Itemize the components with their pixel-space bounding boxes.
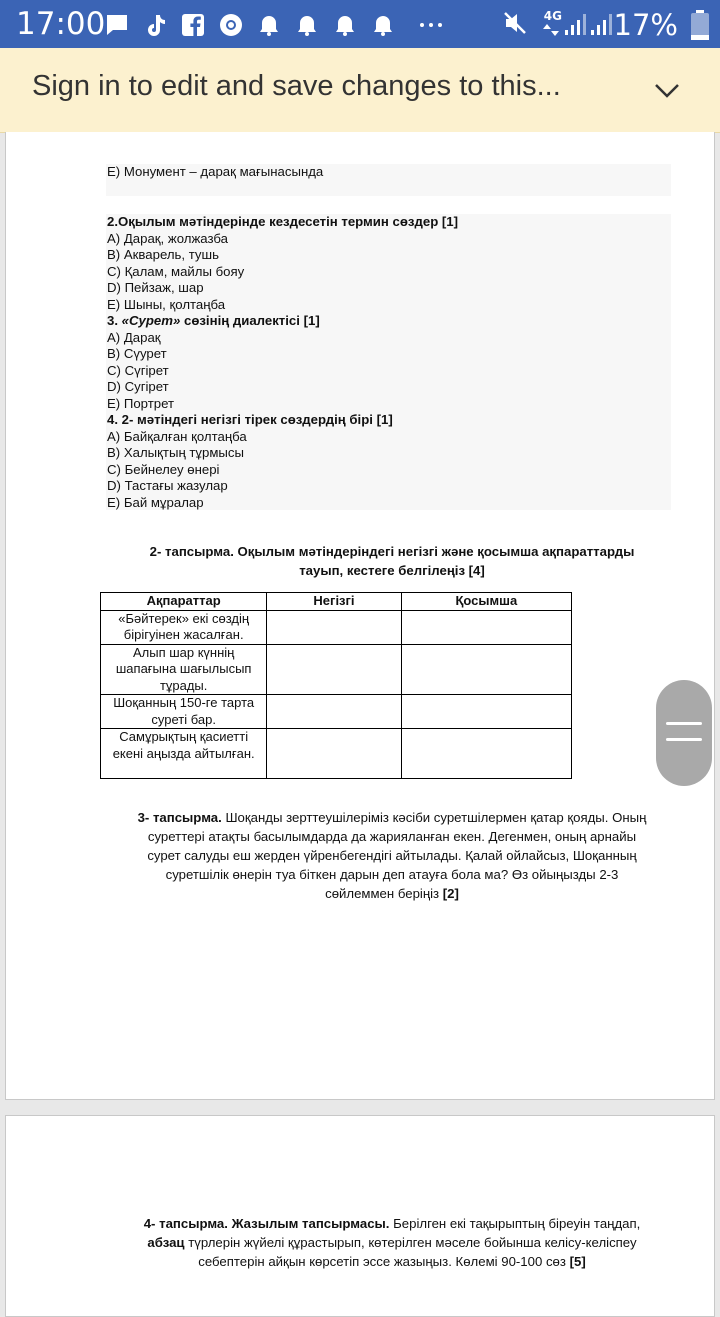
table-header: Қосымша [401, 593, 571, 611]
question-title [106, 313, 671, 330]
table-cell: Самұрықтың қасиетті екені аңызда айтылған. [101, 729, 267, 779]
grip-line-icon [666, 738, 702, 741]
task4-line [106, 1252, 678, 1271]
alarm-icon [370, 12, 396, 38]
signal-icon [590, 12, 614, 36]
table-row [101, 695, 572, 729]
table-header-row [101, 593, 572, 611]
answer-option: A) Дарақ [107, 329, 161, 345]
answer-option: C) Сүгірет [107, 362, 169, 378]
document-page [5, 1115, 715, 1317]
task4-line [106, 1214, 678, 1233]
question-text: сөзінің диалектісі [1] [180, 313, 320, 328]
task3-paragraph [106, 808, 678, 903]
facebook-icon [180, 12, 206, 38]
answer-option: E) Монумент – дарақ мағынасында [107, 164, 324, 179]
table-header: Ақпараттар [101, 593, 267, 611]
task3-line: суреттері атақты басылымдарда да жарияланған екен. Дегенмен, оның арнайы [147, 829, 637, 844]
answer-option: D) Сугірет [107, 379, 169, 394]
answer-option: E) Бай мұралар [107, 494, 204, 510]
answer-option: B) Акварель, тушь [107, 247, 219, 262]
table-cell-empty [267, 729, 401, 779]
answer-option: D) Пейзаж, шар [107, 280, 204, 295]
task4-text: себептерін айқын көрсетіп эссе жазыңыз. Көлемі 90-100 сөз [198, 1254, 570, 1269]
task2-line: тауып, кестеге белгілеңіз [4] [299, 563, 485, 578]
table-cell-empty [267, 644, 401, 695]
question-block [106, 164, 671, 196]
task4-bold-word: абзац [147, 1235, 185, 1250]
document-page [5, 132, 715, 1100]
status-bar [0, 0, 720, 48]
task3-text: сөйлеммен беріңіз [325, 886, 443, 901]
task2-heading [106, 542, 678, 580]
table-cell-empty [401, 610, 571, 644]
table-cell-empty [401, 729, 571, 779]
chrome-icon [218, 12, 244, 38]
table-cell: «Бәйтерек» екі сөздің бірігуінен жасалған. [101, 610, 267, 644]
table-cell-empty [267, 610, 401, 644]
answer-option: A) Дарақ, жолжазба [107, 230, 228, 246]
sign-in-banner[interactable] [0, 48, 720, 133]
question-number: 3. [107, 313, 122, 328]
more-notifications-icon [418, 12, 444, 38]
data-arrows-icon [542, 24, 560, 36]
task4-paragraph [106, 1214, 678, 1271]
info-table [100, 592, 572, 779]
alarm-icon [294, 12, 320, 38]
question-title: 2.Оқылым мәтіндерінде кездесетін термин сөздер [1] [107, 214, 459, 229]
tiktok-icon [142, 12, 168, 38]
mute-icon [502, 10, 528, 36]
grip-line-icon [666, 722, 702, 725]
task3-line [106, 884, 678, 903]
table-cell: Алып шар күннің шапағына шағылысып тұрады. [101, 644, 267, 695]
alarm-icon [332, 12, 358, 38]
task4-score: [5] [569, 1254, 586, 1269]
answer-option: B) Халықтың тұрмысы [107, 445, 244, 460]
task3-text: Шоқанды зерттеушілеріміз кәсіби суретшілермен қатар қояды. Оның [221, 810, 647, 825]
banner-text: Sign in to edit and save changes to this... [32, 70, 561, 102]
question-title: 4. 2- мәтіндегі негізгі тірек сөздердің бірі [1] [107, 412, 393, 427]
answer-option: D) Тастағы жазулар [107, 478, 228, 493]
answer-option: C) Бейнелеу өнері [107, 461, 220, 477]
answer-option: A) Байқалған қолтаңба [107, 428, 247, 444]
task3-score: [2] [442, 886, 459, 901]
table-cell: Шоқанның 150-ге тарта суреті бар. [101, 695, 267, 729]
answer-option: E) Портрет [107, 395, 175, 411]
table-row [101, 729, 572, 779]
task4-line [106, 1233, 678, 1252]
table-cell-empty [401, 695, 571, 729]
question-emphasis: «Сурет» [121, 313, 181, 328]
table-cell-empty [267, 695, 401, 729]
task3-label: 3- тапсырма. [137, 810, 222, 825]
answer-option: E) Шыны, қолтаңба [107, 296, 226, 312]
task3-line: суретшілік өнерін туа біткен дарын деп атауға бола ма? Өз ойыңызды 2-3 [165, 867, 619, 882]
table-row [101, 610, 572, 644]
task4-text: түрлерін жүйелі құрастырып, көтерілген мәселе бойынша келісу-келіспеу [184, 1235, 637, 1250]
task3-line [106, 808, 678, 827]
task3-line: сурет салуды еш жерден үйренбегендігі айтылады. Қалай ойлайсыз, Шоқанның [147, 848, 637, 863]
table-header: Негізгі [267, 593, 401, 611]
answer-option: B) Сүурет [107, 346, 167, 361]
alarm-icon [256, 12, 282, 38]
table-cell-empty [401, 644, 571, 695]
chevron-down-icon[interactable] [654, 78, 680, 102]
answer-option: C) Қалам, майлы бояу [107, 263, 245, 279]
battery-icon [690, 10, 710, 40]
signal-icon [564, 12, 588, 36]
task4-label: 4- тапсырма. Жазылым тапсырмасы. [143, 1216, 390, 1231]
message-icon [104, 12, 130, 38]
question-block [106, 214, 671, 510]
scroll-handle[interactable] [656, 680, 712, 786]
task4-text: Берілген екі тақырыптың біреуін таңдап, [389, 1216, 641, 1231]
task2-line: 2- тапсырма. Оқылым мәтіндеріндегі негізгі және қосымша ақпараттарды [149, 544, 635, 559]
network-type: 4G [543, 9, 562, 23]
battery-percent: 17% [613, 8, 678, 42]
table-row [101, 644, 572, 695]
status-time: 17:00 [16, 6, 106, 42]
